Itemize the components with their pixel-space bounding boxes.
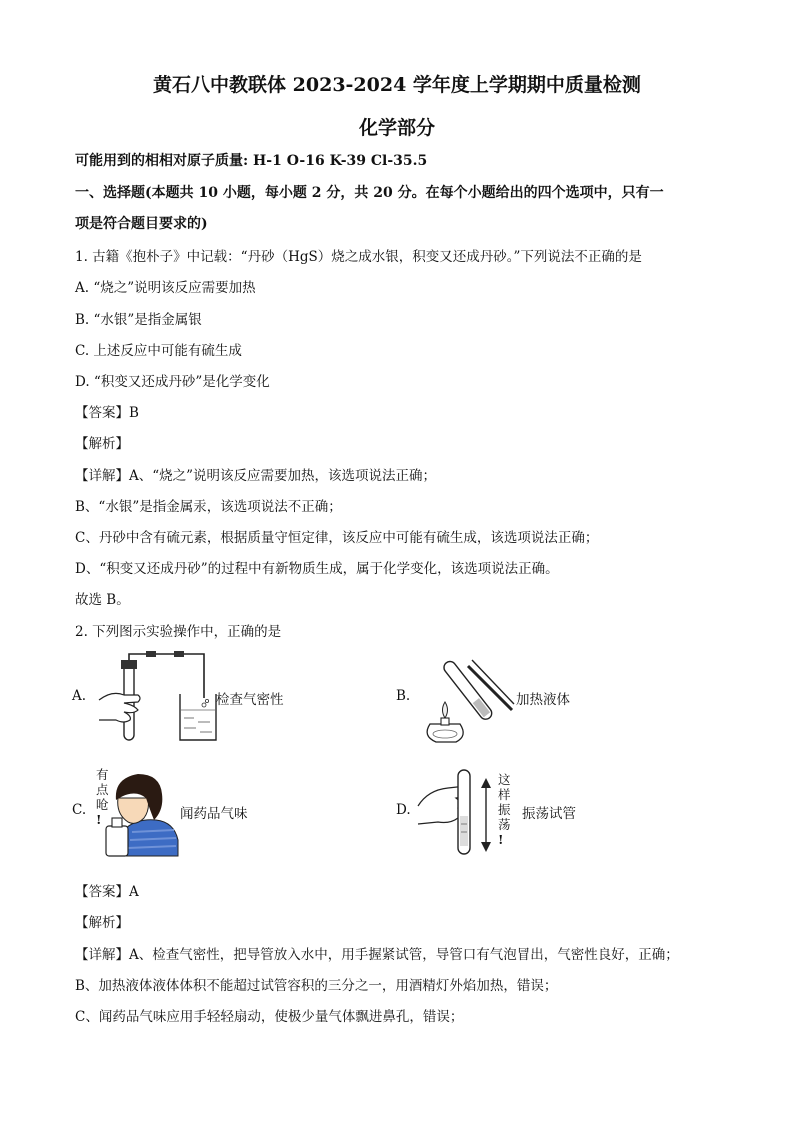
side-char: 样	[498, 787, 511, 802]
q2-fig-b-caption: 加热液体	[516, 692, 570, 708]
speech-char: !	[96, 812, 102, 827]
shaking-tube-illustration	[414, 766, 498, 860]
page-subtitle: 化学部分	[358, 117, 435, 139]
q2-detail-a: 【详解】A、检查气密性，把导管放入水中，用手握紧试管，导管口有气泡冒出，气密性良好，正确；	[75, 947, 679, 963]
q1-stem: 1. 古籍《抱朴子》中记载：“丹砂（HgS）烧之成水银，积变又还成丹砂。”下列说法不正确的是	[75, 249, 642, 265]
q2-fig-a-caption: 检查气密性	[216, 692, 284, 708]
q1-detail-b: B、“水银”是指金属汞，该选项说法不正确；	[75, 499, 342, 515]
q2-detail-b: B、加热液体液体体积不能超过试管容积的三分之一，用酒精灯外焰加热，错误；	[75, 978, 558, 994]
q2-fig-d-side-text	[498, 772, 511, 847]
side-char: 荡	[498, 817, 511, 832]
q2-fig-c-letter: C.	[72, 802, 87, 818]
q2-fig-b-letter: B.	[396, 688, 411, 704]
atomic-masses-note: 可能用到的相相对原子质量: H-1 O-16 K-39 Cl-35.5	[75, 153, 428, 169]
q2-answer: 【答案】A	[75, 884, 139, 900]
q2-fig-d-caption: 振荡试管	[522, 806, 576, 822]
q1-answer: 【答案】B	[75, 405, 139, 421]
q1-detail-d: D、“积变又还成丹砂”的过程中有新物质生成，属于化学变化，该选项说法正确。	[75, 561, 559, 577]
q1-option-c: C. 上述反应中可能有硫生成	[75, 343, 242, 359]
smelling-student-illustration	[104, 770, 180, 860]
q1-conclusion: 故选 B。	[75, 592, 130, 608]
q2-analysis-label: 【解析】	[75, 915, 129, 931]
q1-option-b: B. “水银”是指金属银	[75, 312, 202, 328]
q2-detail-c: C、闻药品气味应用手轻轻扇动，使极少量气体飘进鼻孔，错误；	[75, 1009, 464, 1025]
section-heading-line1: 一、选择题(本题共 10 小题，每小题 2 分，共 20 分。在每个小题给出的四个选项中，只有一	[75, 185, 664, 201]
q2-fig-d-letter: D.	[396, 802, 411, 818]
q1-detail-c: C、丹砂中含有硫元素，根据质量守恒定律，该反应中可能有硫生成，该选项说法正确；	[75, 530, 599, 546]
speech-char: 呛	[96, 797, 109, 812]
side-char: !	[498, 832, 504, 847]
side-char: 这	[498, 772, 511, 787]
q2-fig-a-letter: A.	[72, 688, 87, 704]
airtight-check-illustration	[94, 650, 220, 745]
q2-fig-c-caption: 闻药品气味	[180, 806, 248, 822]
side-char: 振	[498, 802, 511, 817]
q1-option-a: A. “烧之”说明该反应需要加热	[75, 280, 256, 296]
q2-stem: 2. 下列图示实验操作中，正确的是	[75, 624, 282, 640]
q1-option-d: D. “积变又还成丹砂”是化学变化	[75, 374, 270, 390]
page-title: 黄石八中教联体 2023-2024 学年度上学期期中质量检测	[153, 74, 641, 96]
section-heading-line2: 项是符合题目要求的)	[75, 216, 208, 232]
q1-detail-a: 【详解】A、“烧之”说明该反应需要加热，该选项说法正确；	[75, 468, 437, 484]
speech-char: 有	[96, 767, 109, 782]
speech-char: 点	[96, 782, 109, 797]
q1-analysis-label: 【解析】	[75, 436, 129, 452]
heating-liquid-illustration	[412, 648, 518, 748]
